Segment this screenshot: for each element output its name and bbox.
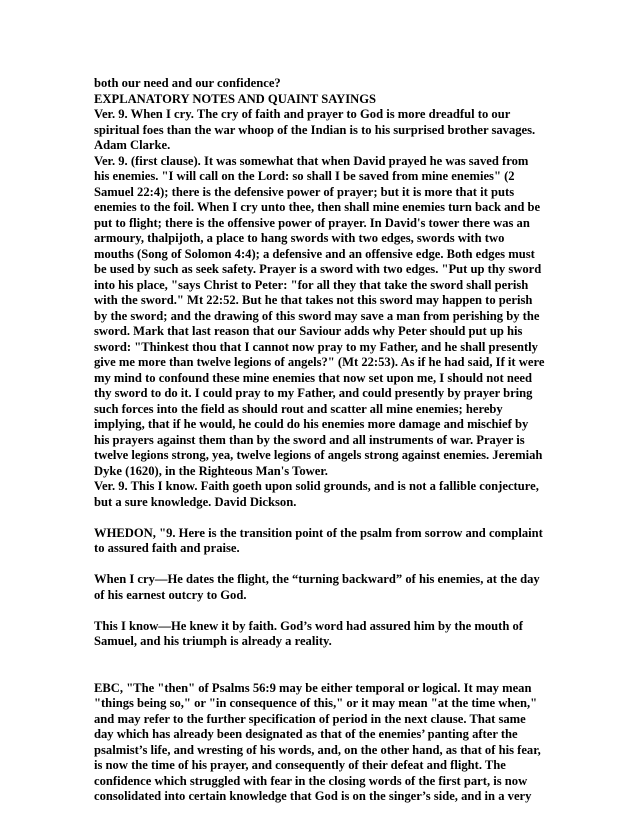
ebc-commentary: EBC, "The "then" of Psalms 56:9 may be either temporal or logical. It may mean "things being so," or "in consequence of this," or it may mean "at the time when," and may refer to the further specification of period in the next clause. That same day which has already been designated as that of the enemies’ panting after the psalmist’s life, and wresting of his words, and, on the other hand, as that of his fear, is now the time of his prayer, and consequently of their defeat and flight. The confidence which struggled with fear in the closing words of the first part, is now consolidated into certain knowledge that God is on the singer’s side, and in a very	[94, 680, 541, 803]
note-when-i-cry-clarke: Ver. 9. When I cry. The cry of faith and prayer to God is more dreadful to our spiritual foes than the war whoop of the Indian is to his surprised brother savages. Adam Clarke.	[94, 107, 536, 152]
continuation-line: both our need and our confidence?	[94, 76, 281, 90]
note-first-clause-dyke: Ver. 9. (first clause). It was somewhat that when David prayed he was saved from his enemies. "I will call on the Lord: so shall I be saved from mine enemies" (2 Samuel 22:4); there is the defensive power of prayer; but it is more that it puts enemies to the foil. When I cry unto thee, then shall mine enemies turn back and be put to flight; there is the offensive power of prayer. In David's tower there was an armoury, thalpijoth, a place to hang swords with two edges, swords with two mouths (Song of Solomon 4:4); a defensive and an offensive edge. Both edges must be used by such as seek safety. Prayer is a sword with two edges. "Put up thy sword into his place, "says Christ to Peter: "for all they that take the sword shall perish with the sword." Mt 22:52. But he that takes not this sword may happen to perish by the sword; and the drawing of this sword may save a man from perishing by the sword. Mark that last reason that our Saviour adds why Peter should put up his sword: "Thinkest thou that I cannot now pray to my Father, and he shall presently give me more than twelve legions of angels?" (Mt 22:53). As if he had said, If it were my mind to confound these mine enemies that now set upon me, I should not need thy sword to do it. I could pray to my Father, and could presently by prayer bring such forces into the field as should rout and scatter all mine enemies; hereby implying, that if he would, he could do his enemies more damage and mischief by his prayers against them than by the sword and all instruments of war. Prayer is twelve legions strong, yea, twelve legions of angels strong against enemies. Jeremiah Dyke (1620), in the Righteous Man's Tower.	[94, 153, 545, 478]
whedon-this-i-know: This I know—He knew it by faith. God’s word had assured him by the mouth of Samuel, and his triumph is already a reality.	[94, 618, 523, 648]
whedon-when-i-cry: When I cry—He dates the flight, the “turning backward” of his enemies, at the day of his earnest outcry to God.	[94, 572, 540, 602]
whedon-intro: WHEDON, "9. Here is the transition point of the psalm from sorrow and complaint to assured faith and praise.	[94, 525, 543, 555]
section-heading: EXPLANATORY NOTES AND QUAINT SAYINGS	[94, 91, 377, 106]
note-this-i-know-dickson: Ver. 9. This I know. Faith goeth upon solid grounds, and is not a fallible conjecture, but a sure knowledge. David Dickson.	[94, 479, 539, 509]
document-page	[94, 76, 546, 805]
